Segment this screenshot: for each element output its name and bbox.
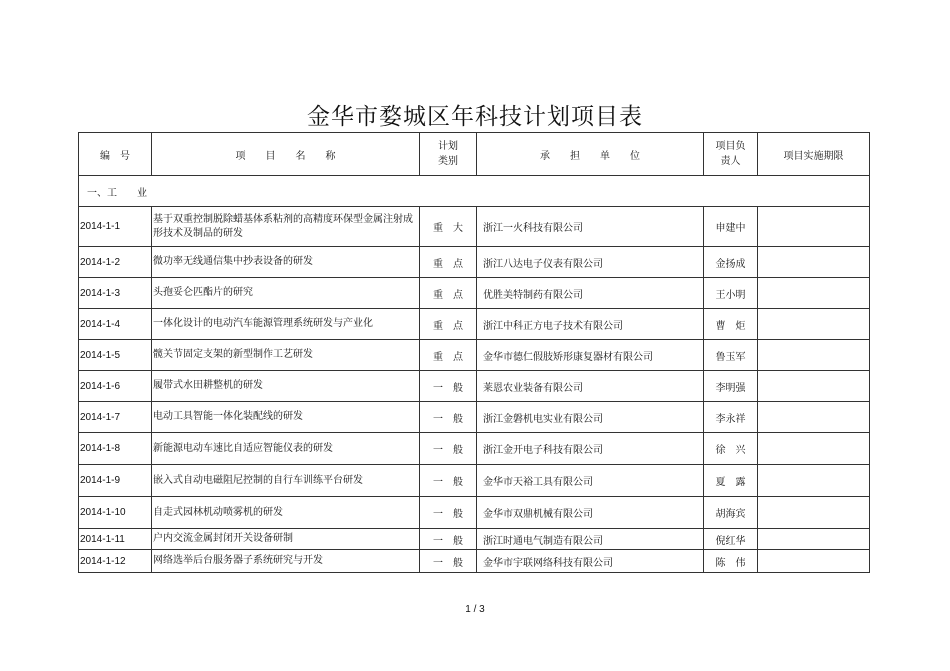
row-period: [758, 497, 870, 529]
page-title: 金华市婺城区年科技计划项目表: [307, 104, 643, 130]
row-number: 2014-1-12: [79, 550, 152, 573]
row-number: 2014-1-10: [79, 497, 152, 529]
row-leader: 胡海宾: [704, 497, 758, 529]
row-category: 一 般: [420, 465, 477, 497]
row-number: 2014-1-1: [79, 207, 152, 247]
header-number: 编 号: [79, 133, 152, 176]
row-number: 2014-1-5: [79, 340, 152, 371]
table-row: [79, 497, 870, 529]
row-project-name: 髋关节固定支架的新型制作工艺研发: [152, 340, 420, 371]
row-number: 2014-1-11: [79, 529, 152, 550]
row-unit: 优胜美特制药有限公司: [477, 278, 704, 309]
section-row: [79, 176, 870, 207]
table-row: [79, 309, 870, 340]
row-period: [758, 340, 870, 371]
row-leader: 倪红华: [704, 529, 758, 550]
row-project-name: 履带式水田耕整机的研发: [152, 371, 420, 402]
row-leader: 王小明: [704, 278, 758, 309]
row-unit: 浙江中科正方电子技术有限公司: [477, 309, 704, 340]
row-leader: 申建中: [704, 207, 758, 247]
row-category: 一 般: [420, 497, 477, 529]
row-leader: 鲁玉军: [704, 340, 758, 371]
row-unit: 浙江八达电子仪表有限公司: [477, 247, 704, 278]
row-project-name: 户内交流金属封闭开关设备研制: [152, 529, 420, 550]
row-unit: 金华市宇联网络科技有限公司: [477, 550, 704, 573]
row-category: 一 般: [420, 529, 477, 550]
row-number: 2014-1-3: [79, 278, 152, 309]
row-category: 一 般: [420, 402, 477, 433]
row-number: 2014-1-7: [79, 402, 152, 433]
row-unit: 莱恩农业装备有限公司: [477, 371, 704, 402]
table-row: [79, 340, 870, 371]
row-unit: 浙江一火科技有限公司: [477, 207, 704, 247]
row-leader: 李明强: [704, 371, 758, 402]
row-leader: 夏 露: [704, 465, 758, 497]
row-unit: 浙江时通电气制造有限公司: [477, 529, 704, 550]
row-unit: 金华市天裕工具有限公司: [477, 465, 704, 497]
row-unit: 浙江金磐机电实业有限公司: [477, 402, 704, 433]
row-number: 2014-1-4: [79, 309, 152, 340]
row-period: [758, 433, 870, 465]
row-leader: 陈 伟: [704, 550, 758, 573]
row-period: [758, 309, 870, 340]
row-period: [758, 278, 870, 309]
row-number: 2014-1-9: [79, 465, 152, 497]
row-period: [758, 247, 870, 278]
row-project-name: 基于双重控制脱除蜡基体系粘剂的高精度环保型金属注射成形技术及制品的研发: [152, 207, 420, 247]
table-row: [79, 433, 870, 465]
row-category: 一 般: [420, 550, 477, 573]
row-number: 2014-1-6: [79, 371, 152, 402]
row-project-name: 嵌入式自动电磁阻尼控制的自行车训练平台研发: [152, 465, 420, 497]
header-name: 项 目 名 称: [152, 133, 420, 176]
row-period: [758, 402, 870, 433]
header-category: 计划类别: [420, 133, 477, 176]
table-row: [79, 550, 870, 573]
table-row: [79, 402, 870, 433]
row-project-name: 一体化设计的电动汽车能源管理系统研发与产业化: [152, 309, 420, 340]
row-unit: 金华市双鼎机械有限公司: [477, 497, 704, 529]
page-number: 1 / 3: [465, 604, 485, 615]
row-unit: 金华市德仁假肢矫形康复器材有限公司: [477, 340, 704, 371]
row-category: 重 点: [420, 340, 477, 371]
row-project-name: 网络选举后台服务器子系统研究与开发: [152, 550, 420, 573]
table-row: [79, 465, 870, 497]
row-project-name: 微功率无线通信集中抄表设备的研发: [152, 247, 420, 278]
table-row: [79, 371, 870, 402]
row-period: [758, 550, 870, 573]
header-period: 项目实施期限: [758, 133, 870, 176]
header-row: [79, 133, 870, 176]
row-category: 一 般: [420, 433, 477, 465]
row-leader: 金扬成: [704, 247, 758, 278]
row-project-name: 头孢妥仑匹酯片的研究: [152, 278, 420, 309]
row-number: 2014-1-2: [79, 247, 152, 278]
row-category: 重 点: [420, 309, 477, 340]
row-category: 重 点: [420, 278, 477, 309]
header-unit: 承 担 单 位: [477, 133, 704, 176]
row-period: [758, 465, 870, 497]
row-number: 2014-1-8: [79, 433, 152, 465]
row-leader: 李永祥: [704, 402, 758, 433]
section-label: 一、工 业: [79, 176, 870, 207]
row-period: [758, 529, 870, 550]
row-period: [758, 207, 870, 247]
table-row: [79, 207, 870, 247]
row-unit: 浙江金开电子科技有限公司: [477, 433, 704, 465]
row-category: 重 大: [420, 207, 477, 247]
table-row: [79, 278, 870, 309]
header-leader: 项目负责人: [704, 133, 758, 176]
row-category: 重 点: [420, 247, 477, 278]
row-project-name: 自走式园林机动喷雾机的研发: [152, 497, 420, 529]
table-row: [79, 247, 870, 278]
row-project-name: 电动工具智能一体化装配线的研发: [152, 402, 420, 433]
row-period: [758, 371, 870, 402]
row-project-name: 新能源电动车速比自适应智能仪表的研发: [152, 433, 420, 465]
row-leader: 徐 兴: [704, 433, 758, 465]
project-table: [78, 132, 870, 573]
table-row: [79, 529, 870, 550]
row-leader: 曹 炬: [704, 309, 758, 340]
row-category: 一 般: [420, 371, 477, 402]
